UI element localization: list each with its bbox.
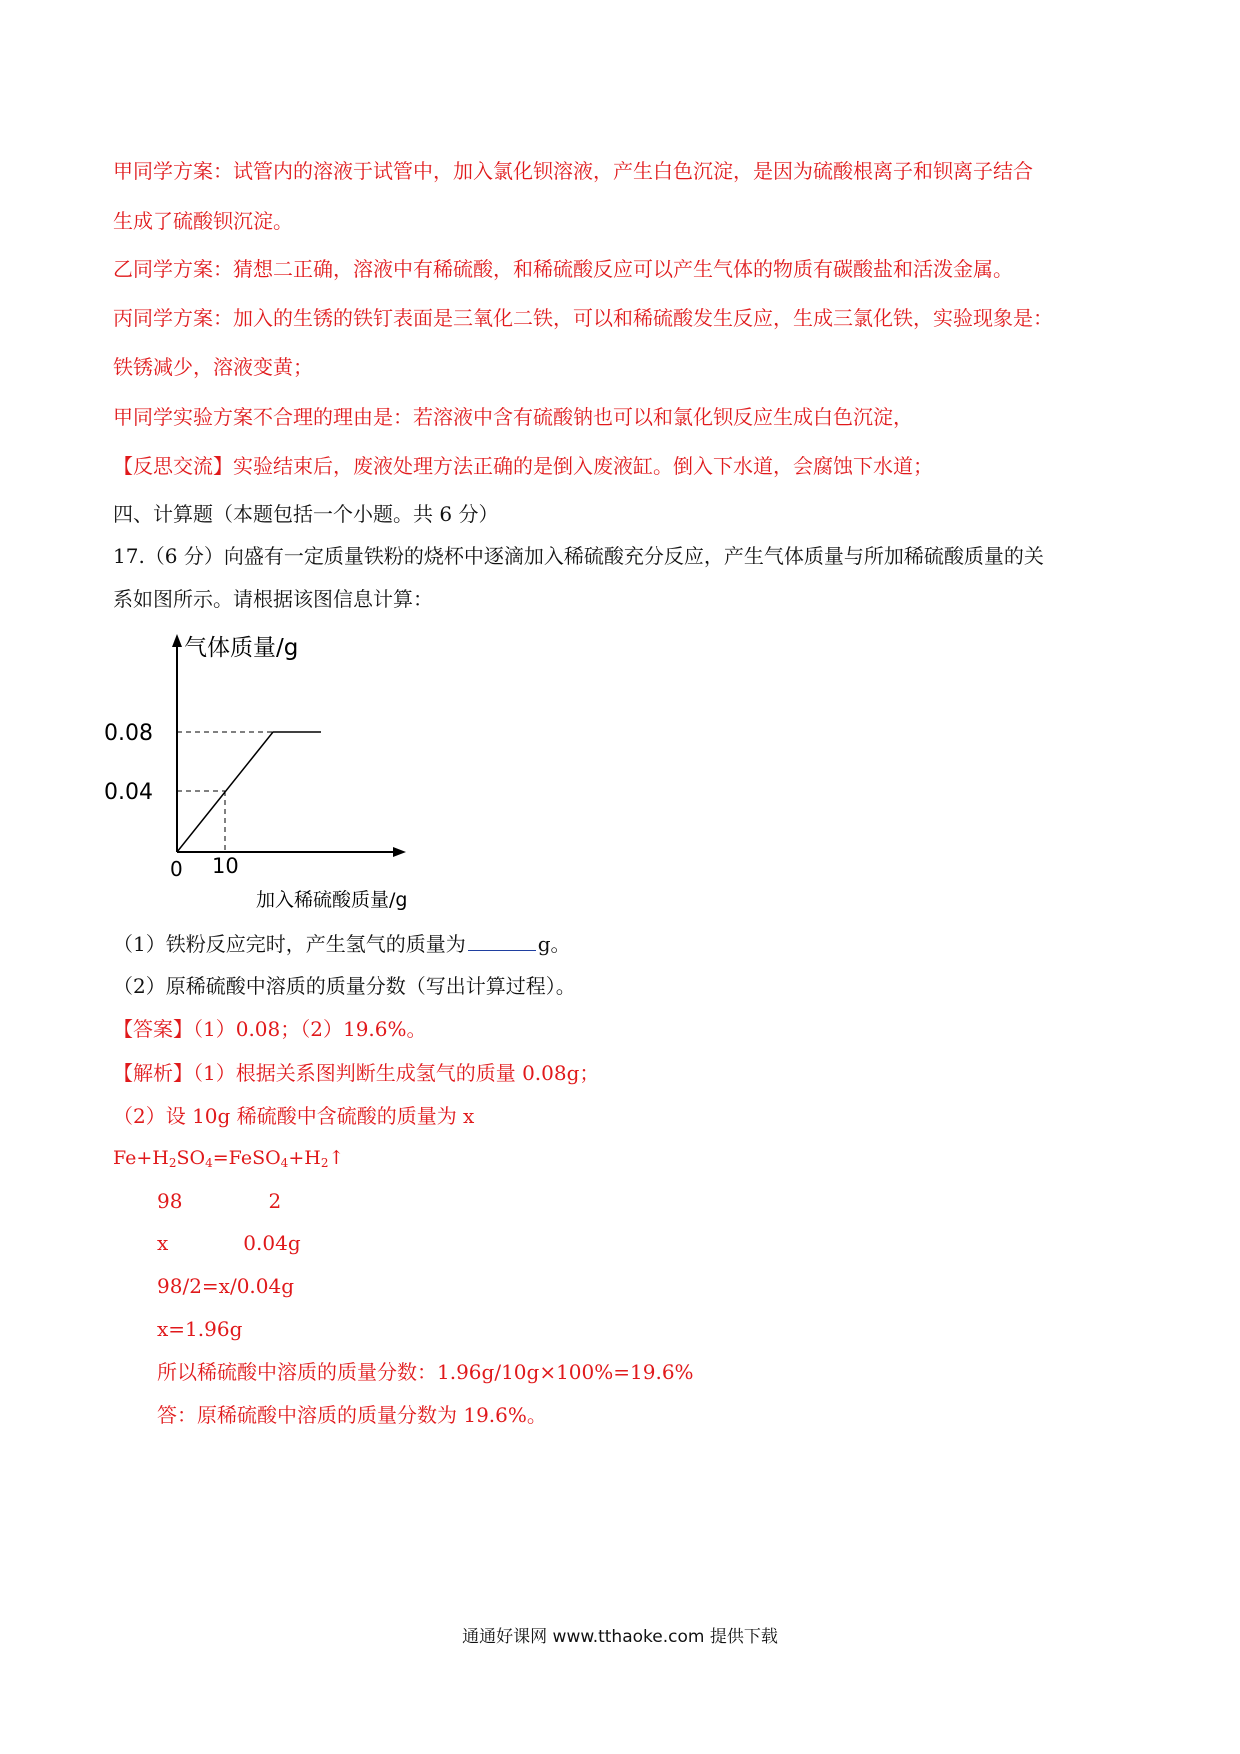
calc-line-3: 所以稀硫酸中溶质的质量分数：1.96g/10g×100%=19.6% [157,1360,694,1384]
final-answer: 答：原稀硫酸中溶质的质量分数为 19.6%。 [157,1403,547,1427]
sub-question-2: （2）原稀硫酸中溶质的质量分数（写出计算过程）。 [113,974,576,998]
chart [100,620,460,910]
text-line-4: 丙同学方案：加入的生锈的铁钉表面是三氧化二铁，可以和稀硫酸发生反应，生成三氯化铁，实验现象是： [113,306,1053,330]
chemical-equation [113,1144,344,1177]
calc-line-1: 98/2=x/0.04g [157,1274,295,1298]
text-line-2: 生成了硫酸钡沉淀。 [113,209,293,233]
ratio-row-2 [157,1229,301,1257]
eq-sub: 2 [320,1156,329,1170]
eq-sub: 2 [168,1156,177,1170]
y-tick-008: 0.08 [104,721,153,746]
question-line-1: 17.（6 分）向盛有一定质量铁粉的烧杯中逐滴加入稀硫酸充分反应，产生气体质量与所加稀硫酸质量的关 [113,544,1044,568]
sub-question-1-text: （1）铁粉反应完时，产生氢气的质量为 [113,932,466,956]
ratio-cell: 2 [268,1189,282,1213]
eq-sub: 4 [205,1156,213,1170]
text-line-5: 铁锈减少，溶液变黄； [113,355,313,379]
section-heading: 四、计算题（本题包括一个小题。共 6 分） [113,502,499,526]
origin-label: 0 [170,857,183,881]
text-line-1: 甲同学方案：试管内的溶液于试管中，加入氯化钡溶液，产生白色沉淀，是因为硫酸根离子和钡离子结合 [113,159,1033,183]
ratio-row-1 [157,1187,281,1215]
eq-part: +H [288,1147,321,1169]
x-tick-10: 10 [212,854,239,878]
reflection-line: 【反思交流】实验结束后，废液处理方法正确的是倒入废液缸。倒入下水道，会腐蚀下水道； [113,454,933,478]
answer-line: 【答案】（1）0.08；（2）19.6%。 [113,1017,427,1041]
eq-part: SO [176,1147,206,1169]
analysis-line: 【解析】（1）根据关系图判断生成氢气的质量 0.08g； [113,1061,600,1085]
eq-part: =FeSO [212,1147,281,1169]
text-line-6: 甲同学实验方案不合理的理由是：若溶液中含有硫酸钠也可以和氯化钡反应生成白色沉淀， [113,405,913,429]
eq-sub: 4 [280,1156,289,1170]
y-axis-label: 气体质量/g [184,635,299,661]
solution-step-1: （2）设 10g 稀硫酸中含硫酸的质量为 x [113,1104,475,1128]
x-axis-arrow [393,847,406,857]
x-axis-label: 加入稀硫酸质量/g [256,889,408,910]
answer-blank[interactable] [468,930,536,951]
gas-arrow: ↑ [328,1147,345,1169]
y-axis-arrow [172,634,182,647]
ratio-cell: 98 [157,1189,183,1213]
series-line [177,732,321,852]
calc-line-2: x=1.96g [157,1317,243,1341]
eq-part: Fe+H [113,1147,169,1169]
page-footer: 通通好课网 www.tthaoke.com 提供下载 [462,1627,778,1647]
ratio-cell: x [157,1231,169,1255]
y-tick-004: 0.04 [104,780,153,805]
question-line-2: 系如图所示。请根据该图信息计算： [113,587,433,611]
text-line-3: 乙同学方案：猜想二正确，溶液中有稀硫酸，和稀硫酸反应可以产生气体的物质有碳酸盐和活泼金属。 [113,257,1013,281]
sub-question-1 [113,930,571,958]
ratio-cell: 0.04g [243,1231,301,1255]
sub-question-1-unit: g。 [537,932,571,956]
